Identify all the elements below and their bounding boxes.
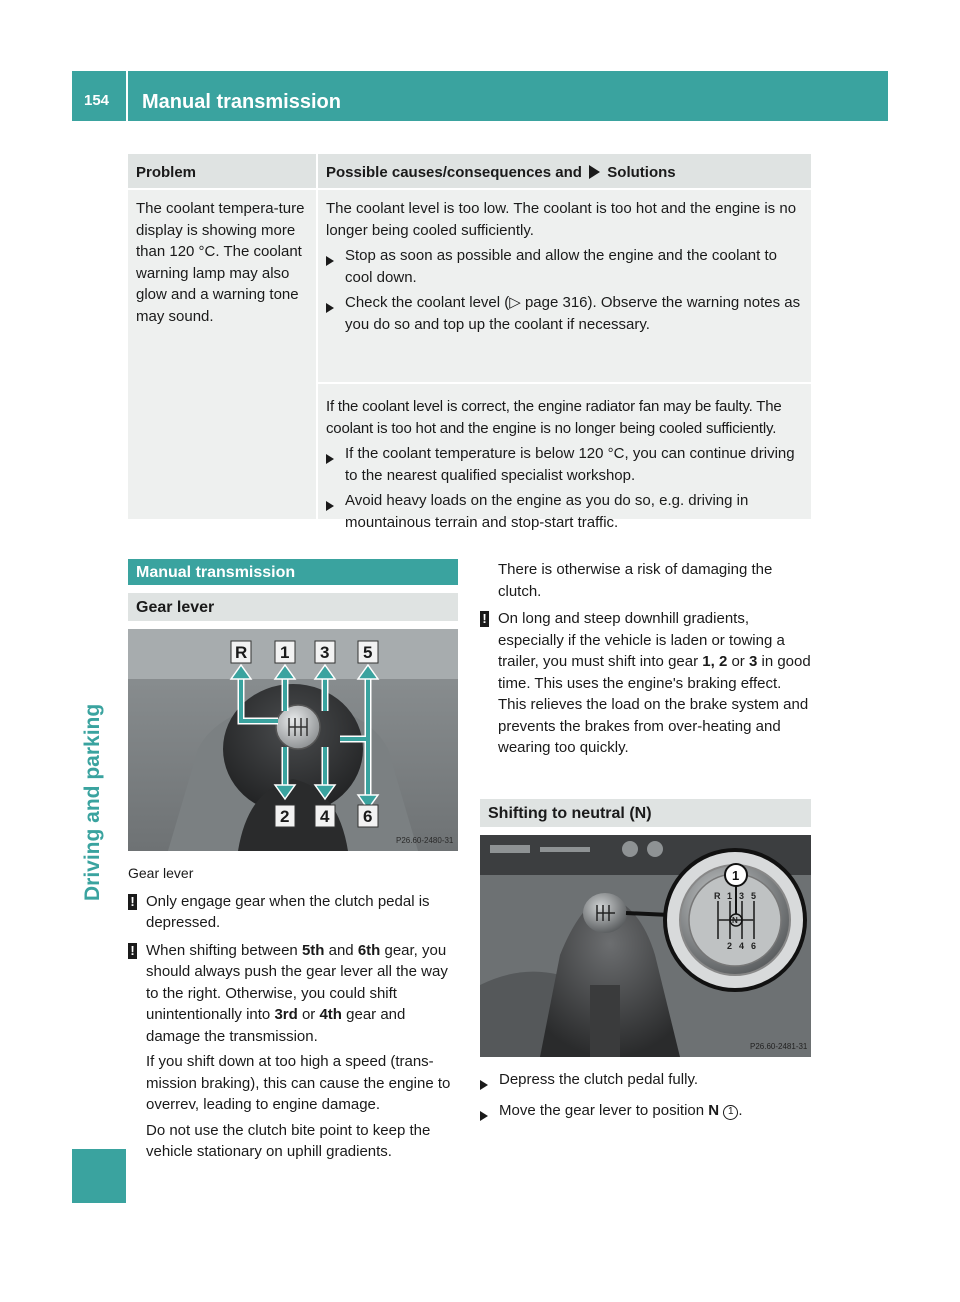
step-arrow-icon	[326, 303, 334, 313]
step-arrow-icon	[326, 454, 334, 464]
inset-label-6: 6	[751, 940, 757, 951]
list-item: Depress the clutch pedal fully.	[480, 1069, 811, 1097]
table-row	[128, 190, 811, 531]
gear-label-3: 3	[320, 643, 330, 662]
page-header	[72, 71, 888, 121]
list-item: If the coolant temperature is below 120 °C, you can continue driving to the nearest qualified specialist workshop.	[326, 443, 803, 486]
neutral-position-photo	[480, 835, 811, 1057]
warning-icon: !	[128, 894, 137, 910]
callout-number: 1	[732, 867, 740, 883]
inset-label-5: 5	[751, 890, 757, 901]
gear-shift-diagram	[128, 629, 458, 851]
header-problem: Problem	[136, 164, 197, 181]
inset-label-2: 2	[727, 940, 733, 951]
cause-cell-2	[318, 382, 811, 531]
page-number: 154	[72, 71, 126, 121]
chapter-label: Driving and parking	[81, 703, 104, 901]
paragraph: There is otherwise a risk of damaging the clutch.	[498, 561, 773, 600]
photo-caption: Gear lever	[128, 865, 194, 881]
gear-label-5: 5	[363, 643, 373, 662]
chapter-side-tab	[72, 121, 126, 1281]
step-arrow-icon	[480, 1111, 488, 1121]
paragraph: If you shift down at too high a speed (trans-mission braking), this can cause the engine to overrev, leading to engine damage.	[146, 1053, 451, 1113]
problem-cell: The coolant tempera-ture display is showing more than 120 °C. The coolant warning lamp may also glow and a warning tone may sound.	[128, 190, 316, 519]
warning-note: ! Only engage gear when the clutch pedal is depressed.	[128, 891, 458, 934]
header-solutions: Possible causes/consequences and Solutions	[316, 154, 811, 188]
gear-lever-photo	[128, 629, 458, 851]
inset-label-n: N	[732, 915, 738, 925]
inset-label-r: R	[714, 890, 721, 901]
gear-label-2: 2	[280, 807, 290, 826]
inset-label-4: 4	[739, 940, 745, 951]
warning-note: ! On long and steep downhill gradients, especially if the vehicle is laden or towing a trailer, you must shift into gear 1, 2 or 3 in good time. This uses the engine's braking effect. This relieves the load on the brake system and prevents the brakes from over-heating and wearing too quickly.	[480, 608, 811, 759]
photo-code: P26.60-2480-31	[396, 836, 454, 845]
subsection-title: Shifting to neutral (N)	[480, 799, 811, 827]
inset-label-3: 3	[739, 890, 745, 901]
gear-label-6: 6	[363, 807, 373, 826]
step-arrow-icon	[326, 256, 334, 266]
gear-label-r: R	[235, 643, 248, 662]
gear-label-4: 4	[320, 807, 330, 826]
gear-label-1: 1	[280, 643, 290, 662]
section-title: Manual transmission	[128, 559, 458, 585]
warning-icon: !	[128, 943, 137, 959]
paragraph: Do not use the clutch bite point to keep the vehicle stationary on uphill gradients.	[146, 1121, 431, 1160]
left-column	[128, 559, 458, 1163]
warning-note: ! When shifting between 5th and 6th gear, you should always push the gear lever all the way to the right. Otherwise, you could shift unintentionally into 3rd or 4th gear and damage the transmission.	[128, 940, 458, 1048]
list-item: Move the gear lever to position N 1 .	[480, 1100, 811, 1128]
right-column	[480, 559, 811, 1128]
list-item: Check the coolant level (▷ page 316). Observe the warning notes as you do so and top up the coolant if necessary.	[326, 292, 803, 335]
neutral-diagram	[480, 835, 811, 1057]
cause-cell-1	[318, 190, 811, 382]
inset-label-1: 1	[727, 890, 733, 901]
step-arrow-icon	[326, 501, 334, 511]
warning-icon: !	[480, 611, 489, 627]
problem-table	[128, 154, 811, 531]
step-arrow-icon	[480, 1080, 488, 1090]
photo-code: P26.60-2481-31	[750, 1041, 808, 1051]
play-arrow-icon	[589, 165, 600, 179]
callout-circle-icon: 1	[723, 1105, 738, 1120]
page-title: Manual transmission	[128, 71, 888, 121]
list-item: Avoid heavy loads on the engine as you do so, e.g. driving in mountainous terrain and stop-start traffic.	[326, 490, 803, 533]
table-header	[128, 154, 811, 190]
chapter-marker	[72, 1149, 126, 1203]
cause-text: The coolant level is too low. The coolant is too hot and the engine is no longer being cooled sufficiently.	[326, 200, 797, 239]
subsection-title: Gear lever	[128, 593, 458, 621]
list-item: Stop as soon as possible and allow the engine and the coolant to cool down.	[326, 245, 803, 288]
cause-text: If the coolant level is correct, the engine radiator fan may be faulty. The coolant is too hot and the engine is no longer being cooled sufficiently.	[326, 398, 782, 437]
